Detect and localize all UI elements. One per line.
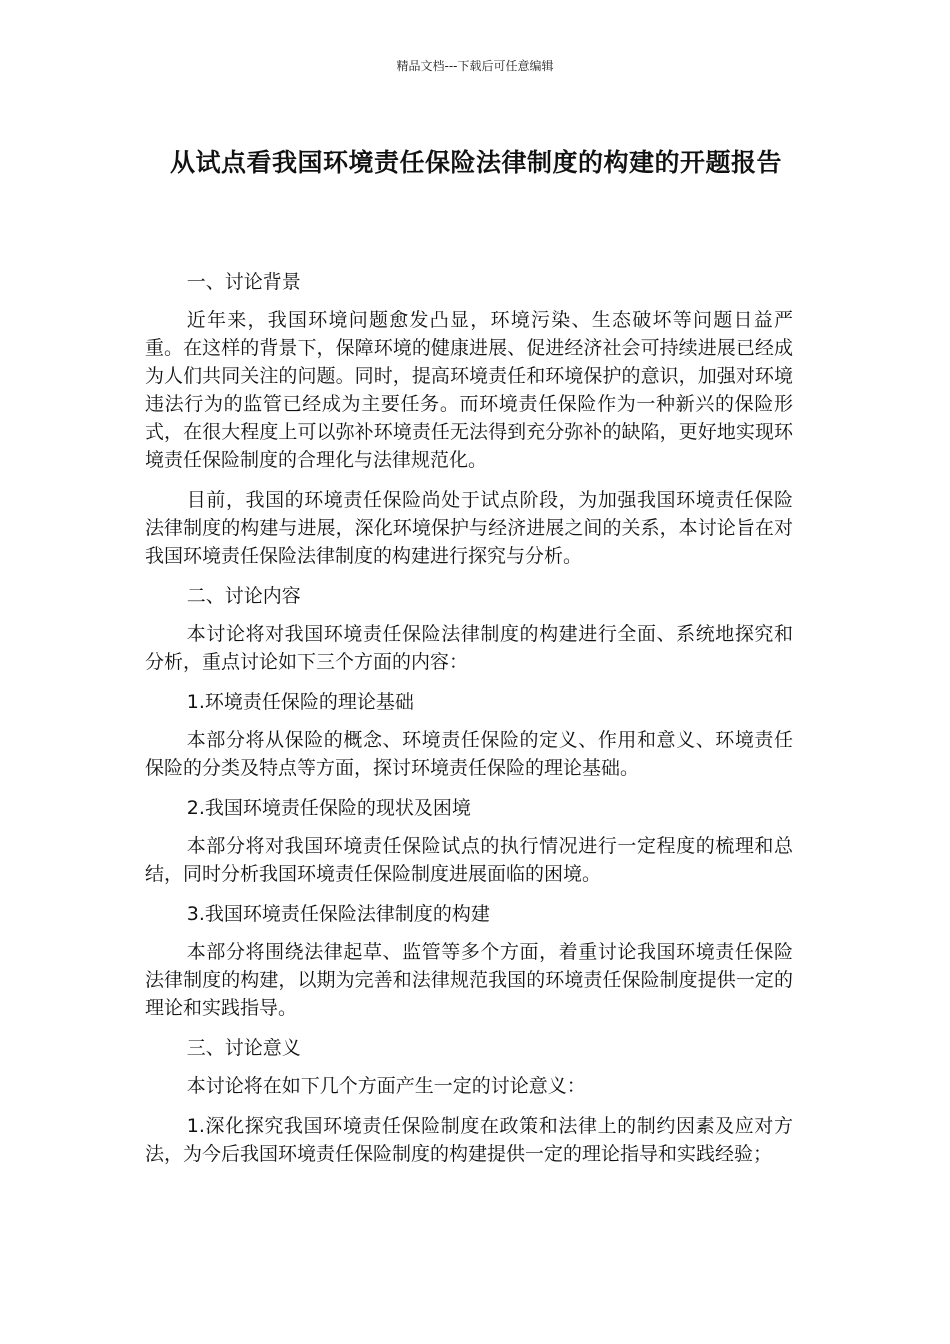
subheading: 3.我国环境责任保险法律制度的构建 (186, 903, 490, 925)
subheading: 2.我国环境责任保险的现状及困境 (186, 797, 471, 819)
section-heading-background: 一、讨论背景 (186, 271, 301, 293)
document-title: 从试点看我国环境责任保险法律制度的构建的开题报告 (169, 148, 782, 177)
document-body (145, 268, 793, 1180)
section-heading-content: 二、讨论内容 (186, 585, 301, 607)
paragraph: 本讨论将在如下几个方面产生一定的讨论意义： (186, 1075, 586, 1097)
section-heading-significance: 三、讨论意义 (186, 1037, 301, 1059)
paragraph: 本部分将从保险的概念、环境责任保险的定义、作用和意义、环境责任保险的分类及特点等方面，探讨环境责任保险的理论基础。 (145, 729, 793, 779)
list-item: 1.深化探究我国环境责任保险制度在政策和法律上的制约因素及应对方法，为今后我国环境责任保险制度的构建提供一定的理论指导和实践经验； (145, 1115, 793, 1165)
paragraph: 本讨论将对我国环境责任保险法律制度的构建进行全面、系统地探究和分析，重点讨论如下三个方面的内容： (145, 623, 793, 673)
paragraph: 本部分将围绕法律起草、监管等多个方面，着重讨论我国环境责任保险法律制度的构建，以期为完善和法律规范我国的环境责任保险制度提供一定的理论和实践指导。 (145, 941, 793, 1019)
paragraph: 近年来，我国环境问题愈发凸显，环境污染、生态破坏等问题日益严重。在这样的背景下，保障环境的健康进展、促进经济社会可持续进展已经成为人们共同关注的问题。同时，提高环境责任和环境保护的意识，加强对环境违法行为的监管已经成为主要任务。而环境责任保险作为一种新兴的保险形式，在很大程度上可以弥补环境责任无法得到充分弥补的缺陷，更好地实现环境责任保险制度的合理化与法律规范化。 (145, 309, 793, 471)
paragraph: 本部分将对我国环境责任保险试点的执行情况进行一定程度的梳理和总结，同时分析我国环境责任保险制度进展面临的困境。 (145, 835, 793, 885)
paragraph: 目前，我国的环境责任保险尚处于试点阶段，为加强我国环境责任保险法律制度的构建与进展，深化环境保护与经济进展之间的关系，本讨论旨在对我国环境责任保险法律制度的构建进行探究与分析。 (145, 489, 793, 567)
subheading: 1.环境责任保险的理论基础 (186, 691, 414, 713)
header-note: 精品文档---下载后可任意编辑 (396, 59, 554, 73)
